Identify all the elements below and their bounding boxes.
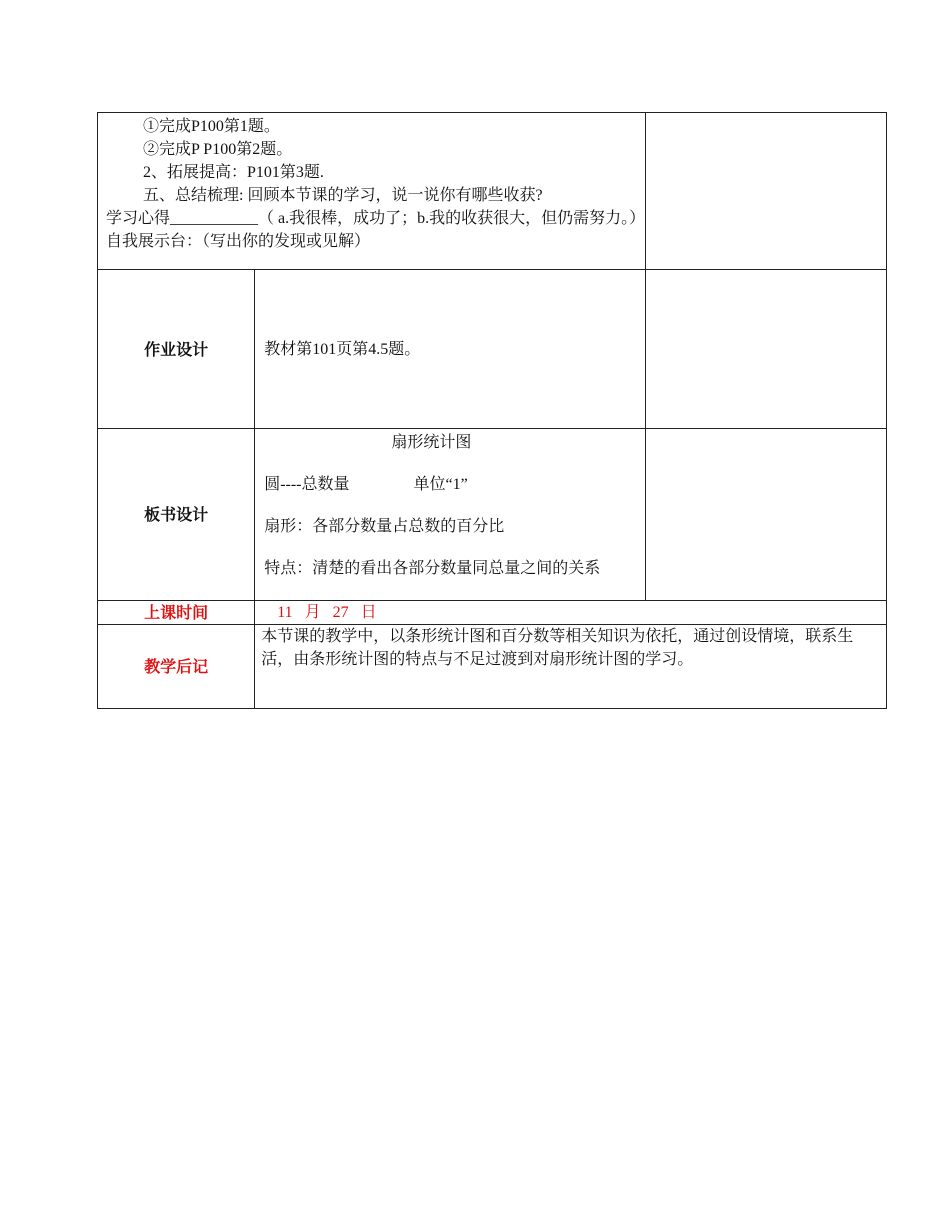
class-time-label: 上课时间 [98,601,255,625]
board-circle: 圆----总数量 [264,476,350,493]
class-time-month: 11 [277,604,293,621]
board-circle-line [264,473,639,496]
homework-notes-cell [645,270,886,429]
board-sector-line: 扇形：各部分数量占总数的百分比 [264,518,505,535]
learning-notes-line: 学习心得___________（ a.我很棒，成功了；b.我的收获很大，但仍需努力。） [106,210,646,227]
board-notes-cell [645,429,886,601]
practice-row [98,113,887,270]
board-content [255,429,646,601]
reflection-row [98,625,887,709]
summary-line: 五、总结梳理: 回顾本节课的学习，说一说你有哪些收获? [143,187,543,204]
task-line-2: ②完成P P100第2题。 [143,141,293,158]
self-display-line: 自我展示台：（写出你的发现或见解） [106,233,371,250]
board-unit: 单位“1” [413,476,468,493]
class-time-day: 27 [332,604,349,621]
practice-cell [98,113,646,270]
board-title: 扇形统计图 [391,434,472,451]
task-line-1: ①完成P100第1题。 [143,118,280,135]
lesson-plan-table [97,112,887,709]
board-row [98,429,887,601]
reflection-content: 本节课的教学中，以条形统计图和百分数等相关知识为依托，通过创设情境，联系生活，由条形统计图的特点与不足过渡到对扇形统计图的学习。 [255,625,887,709]
class-time-value [255,601,887,625]
class-time-day-unit: 日 [360,604,377,621]
practice-notes-cell [645,113,886,270]
reflection-label: 教学后记 [98,625,255,709]
homework-label: 作业设计 [98,270,255,429]
class-time-month-unit: 月 [304,604,321,621]
board-feature-line: 特点：清楚的看出各部分数量同总量之间的关系 [264,560,601,577]
homework-content: 教材第101页第4.5题。 [255,270,646,429]
extension-line: 2、拓展提高：P101第3题. [143,164,324,181]
board-label: 板书设计 [98,429,255,601]
class-time-row [98,601,887,625]
homework-row [98,270,887,429]
